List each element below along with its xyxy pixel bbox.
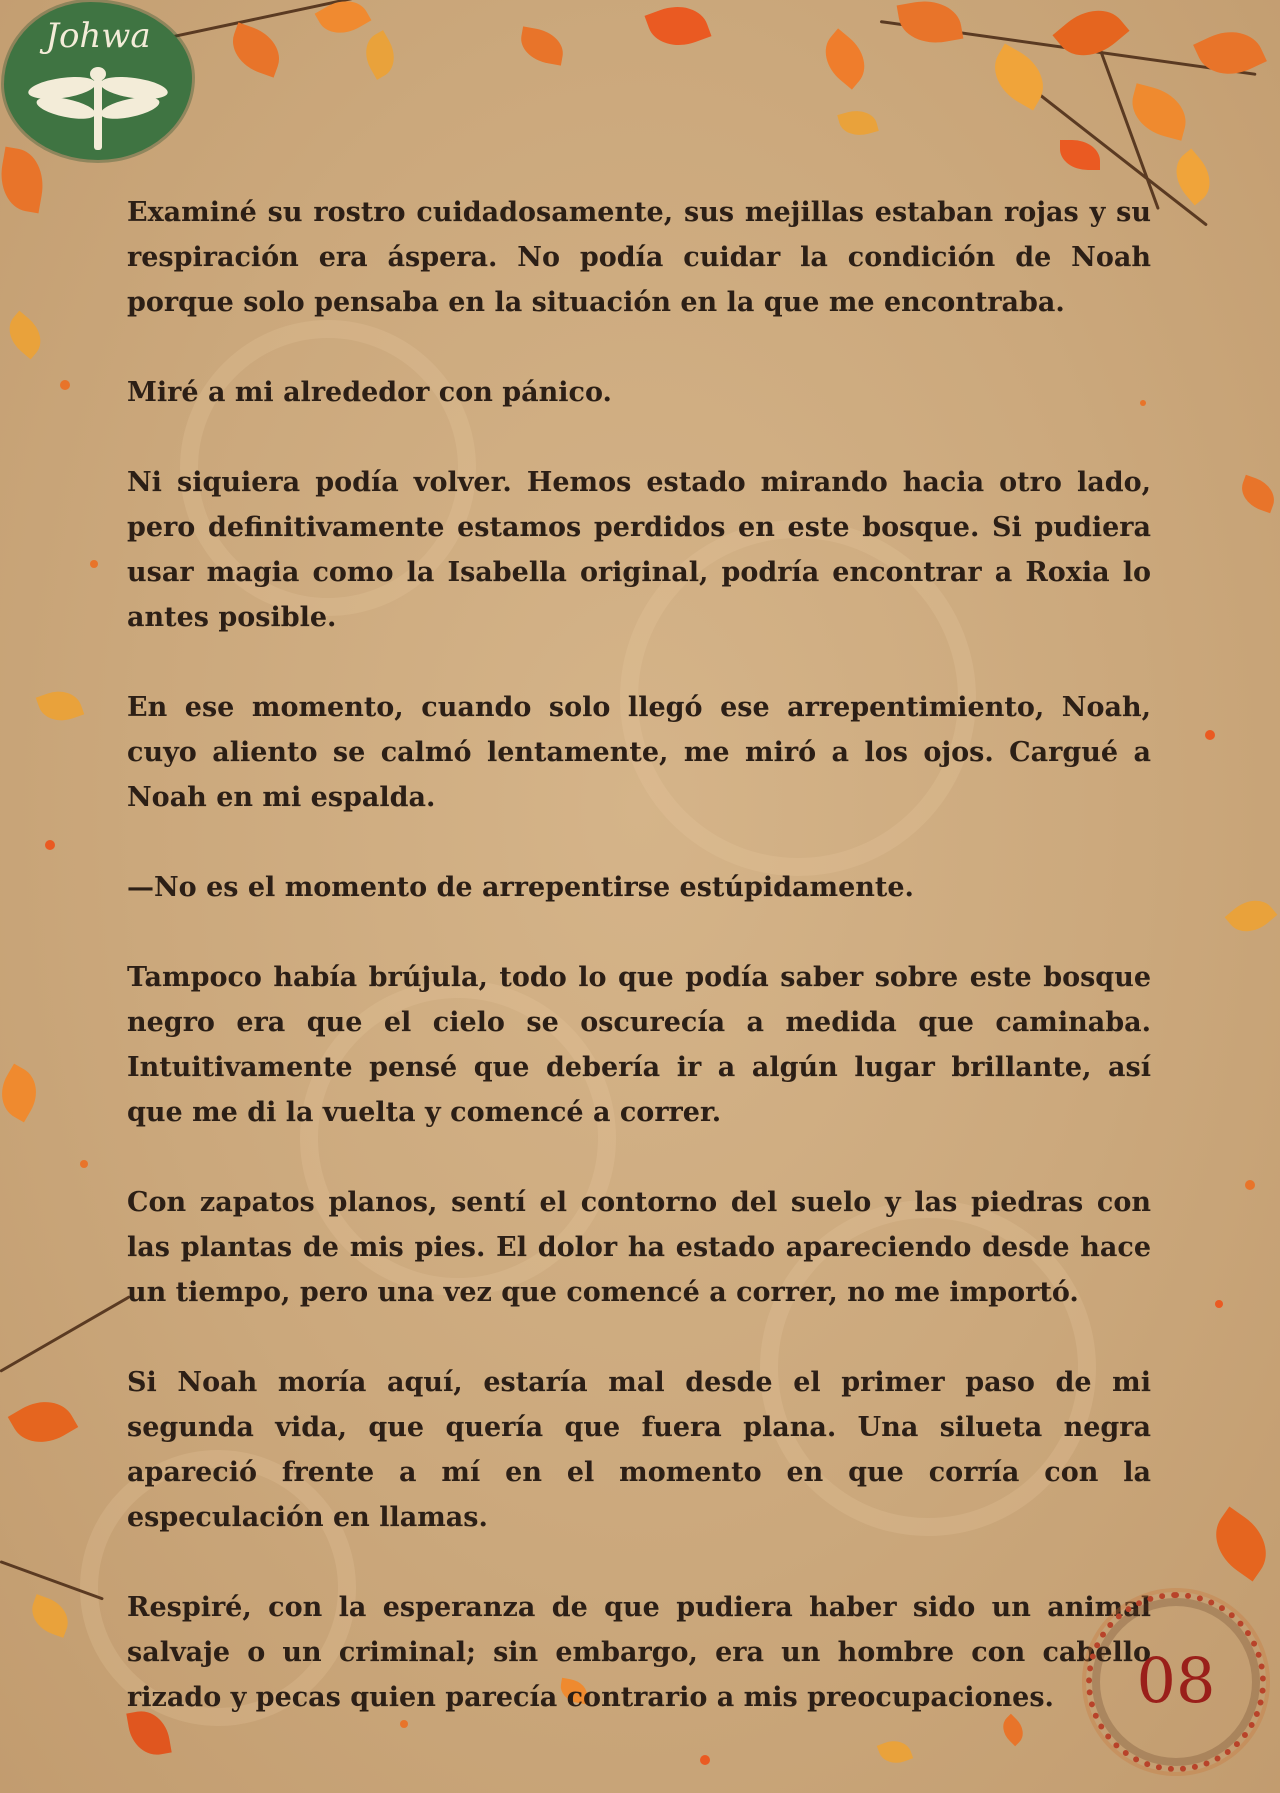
autumn-leaf (357, 30, 403, 80)
paragraph: Tampoco había brújula, todo lo que podía saber sobre este bosque negro era que el cielo se oscurecía a medida que caminaba. Intuitivamente pensé que debería ir a algún lugar brillante, así que me di la vuelta y comencé a correr. (127, 962, 1151, 1128)
paragraph: En ese momento, cuando solo llegó ese arrepentimiento, Noah, cuyo aliento se calmó lentamente, me miró a los ojos. Cargué a Noah en mi espalda. (127, 692, 1151, 813)
autumn-leaf (1236, 475, 1279, 514)
leaf-speck (1245, 1180, 1255, 1190)
page-number: 08 (1136, 1644, 1216, 1717)
dragonfly-icon (28, 64, 168, 150)
paragraph: Respiré, con la esperanza de que pudiera haber sido un animal salvaje o un criminal; sin embargo, era un hombre con cabello rizado y pecas quien parecía contrario a mis preocupaciones. (127, 1592, 1151, 1713)
autumn-leaf (1202, 1507, 1280, 1582)
branch-decoration (0, 1295, 131, 1373)
logo-text: Johwa (45, 16, 151, 56)
publisher-logo (4, 2, 192, 160)
autumn-leaf (837, 106, 879, 140)
autumn-leaf (315, 0, 372, 43)
autumn-leaf (1060, 140, 1100, 170)
autumn-leaf (0, 1064, 47, 1123)
leaf-speck (45, 840, 55, 850)
autumn-leaf (1052, 0, 1129, 71)
autumn-leaf (8, 1389, 78, 1455)
autumn-leaf (1193, 19, 1267, 86)
autumn-leaf (225, 22, 288, 77)
paragraph: —No es el momento de arrepentirse estúpidamente. (127, 872, 914, 903)
page-number-badge (1086, 1592, 1266, 1772)
leaf-speck (1215, 1300, 1223, 1308)
autumn-leaf (645, 0, 712, 55)
leaf-speck (1205, 730, 1215, 740)
paragraph: Miré a mi alrededor con pánico. (127, 377, 612, 408)
paragraph: Ni siquiera podía volver. Hemos estado mirando hacia otro lado, pero definitivamente estamos perdidos en este bosque. Si pudiera usar magia como la Isabella original, podría encontrar a Roxia lo antes posible. (127, 467, 1151, 633)
paragraph: Con zapatos planos, sentí el contorno del suelo y las piedras con las plantas de mis pies. El dolor ha estado apareciendo desde hace un tiempo, pero una vez que comencé a correr, no me importó. (127, 1187, 1151, 1308)
paragraph: Examiné su rostro cuidadosamente, sus mejillas estaban rojas y su respiración era áspera. No podía cuidar la condición de Noah porque solo pensaba en la situación en la que me encontraba. (127, 197, 1151, 318)
chapter-text (127, 190, 1151, 1765)
autumn-leaf (814, 28, 877, 89)
autumn-leaf (0, 147, 49, 214)
autumn-leaf (897, 0, 964, 49)
autumn-leaf (0, 311, 50, 360)
leaf-speck (90, 560, 98, 568)
autumn-leaf (1125, 83, 1192, 141)
autumn-leaf (1225, 890, 1278, 942)
leaf-speck (80, 1160, 88, 1168)
autumn-leaf (26, 1594, 75, 1638)
paragraph: Si Noah moría aquí, estaría mal desde el primer paso de mi segunda vida, que quería que fuera plana. Una silueta negra apareció frente a mí en el momento en que corría con la especulación en llamas. (127, 1367, 1151, 1533)
leaf-speck (60, 380, 70, 390)
autumn-leaf (518, 26, 567, 65)
autumn-leaf (36, 684, 85, 728)
